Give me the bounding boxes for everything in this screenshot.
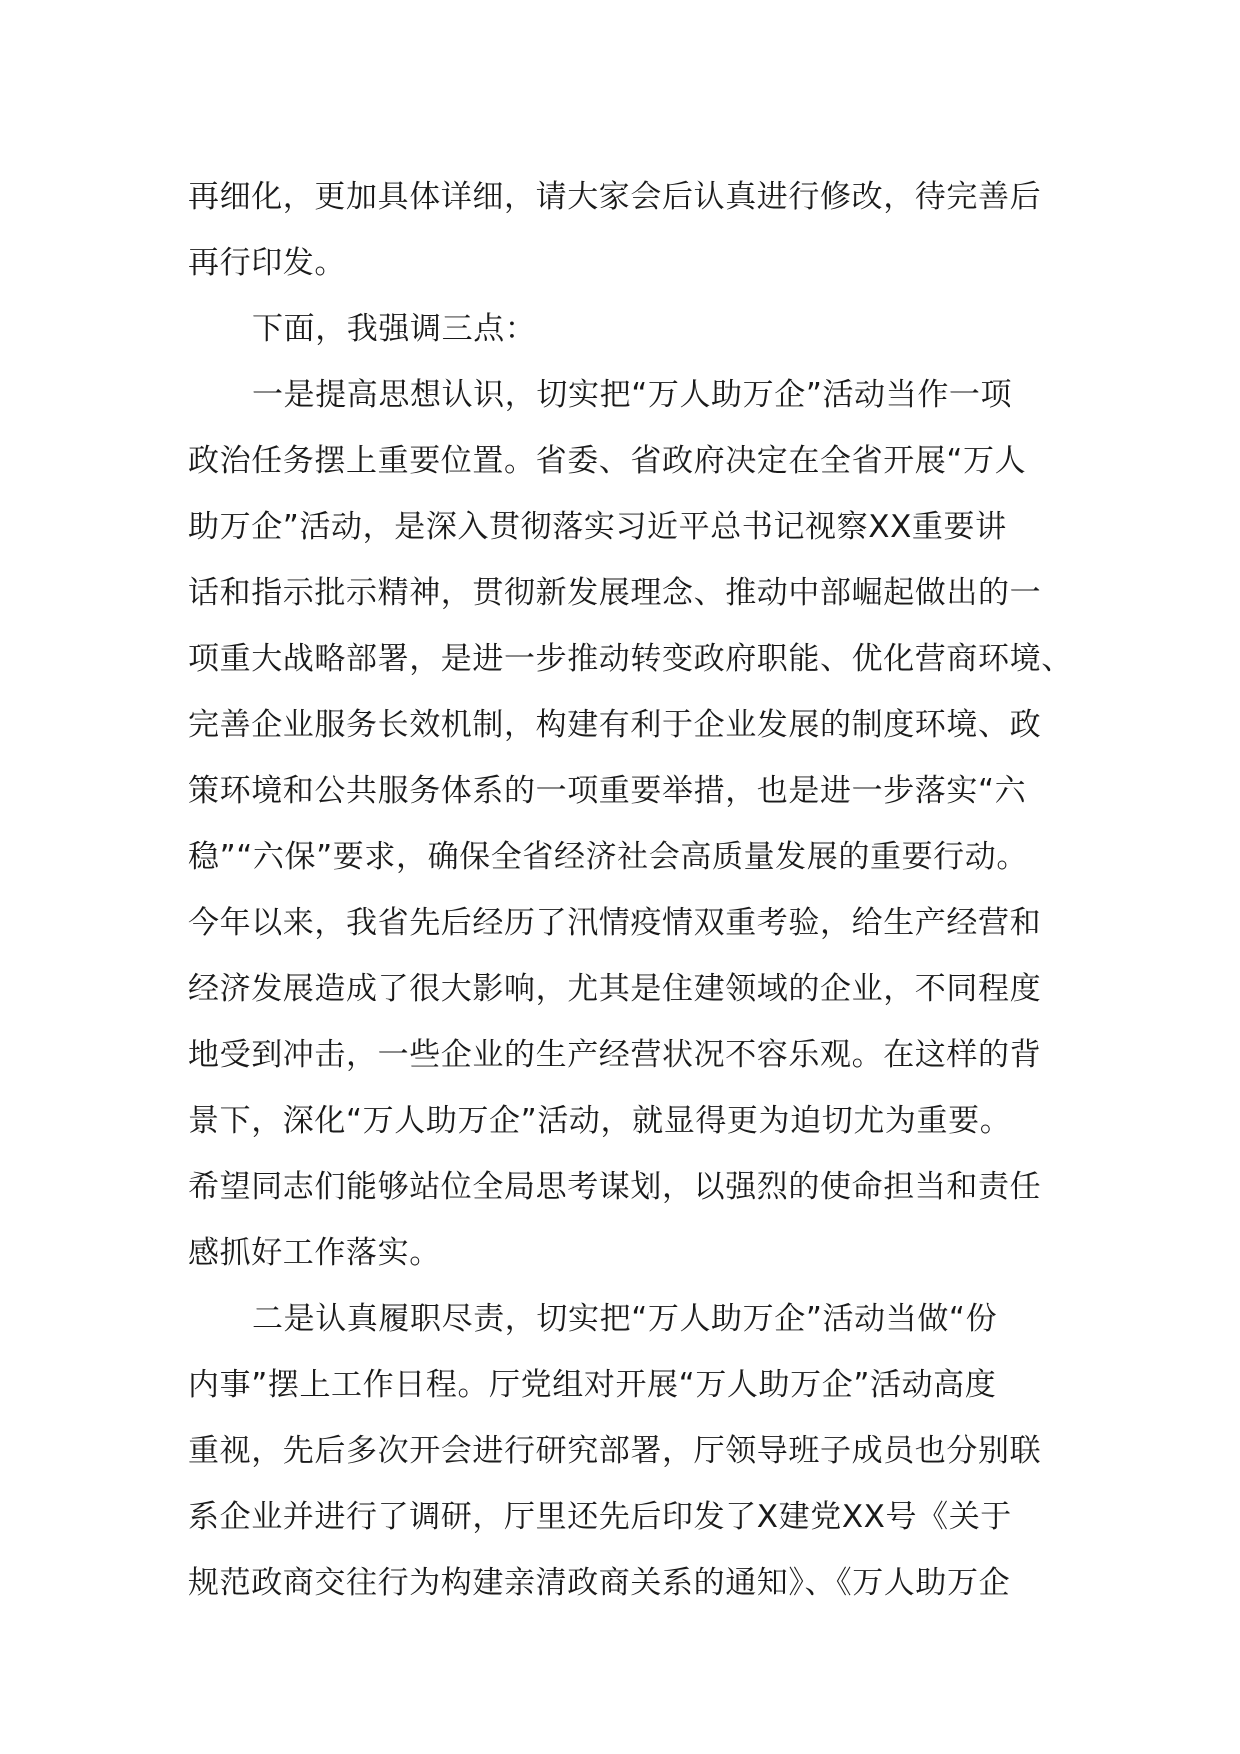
- text-line: 今年以来，我省先后经历了汛情疫情双重考验，给生产经营和: [188, 905, 1042, 941]
- paragraph-start-line: 二是认真履职尽责，切实把“万人助万企”活动当做“份: [252, 1301, 998, 1337]
- text-line: 稳”“六保”要求，确保全省经济社会高质量发展的重要行动。: [188, 839, 1028, 875]
- text-line: 内事”摆上工作日程。厅党组对开展“万人助万企”活动高度: [188, 1367, 997, 1403]
- text-line: 重视，先后多次开会进行研究部署，厅领导班子成员也分别联: [188, 1433, 1042, 1469]
- text-line: 再行印发。: [188, 245, 346, 281]
- text-line: 完善企业服务长效机制，构建有利于企业发展的制度环境、政: [188, 707, 1042, 743]
- text-line: 地受到冲击，一些企业的生产经营状况不容乐观。在这样的背: [188, 1037, 1042, 1073]
- text-line: 再细化，更加具体详细，请大家会后认真进行修改，待完善后: [188, 179, 1042, 215]
- text-line: 助万企”活动，是深入贯彻落实习近平总书记视察XX重要讲: [188, 509, 1007, 545]
- text-line: 策环境和公共服务体系的一项重要举措，也是进一步落实“六: [188, 773, 1027, 809]
- text-line: 感抓好工作落实。: [188, 1235, 441, 1271]
- text-line: 话和指示批示精神，贯彻新发展理念、推动中部崛起做出的一: [188, 575, 1042, 611]
- text-line: 规范政商交往行为构建亲清政商关系的通知》、《万人助万企: [188, 1565, 1011, 1601]
- text-line: 政治任务摆上重要位置。省委、省政府决定在全省开展“万人: [188, 443, 1027, 479]
- text-line: 希望同志们能够站位全局思考谋划，以强烈的使命担当和责任: [188, 1169, 1042, 1205]
- document-body: [188, 164, 1073, 1616]
- text-line: 经济发展造成了很大影响，尤其是住建领域的企业，不同程度: [188, 971, 1042, 1007]
- paragraph-start-line: 下面，我强调三点：: [252, 311, 537, 347]
- paragraph-start-line: 一是提高思想认识，切实把“万人助万企”活动当作一项: [252, 377, 1013, 413]
- text-line: 项重大战略部署，是进一步推动转变政府职能、优化营商环境、: [188, 641, 1073, 677]
- text-line: 景下，深化“万人助万企”活动，就显得更为迫切尤为重要。: [188, 1103, 1012, 1139]
- text-line: 系企业并进行了调研，厅里还先后印发了X建党XX号《关于: [188, 1499, 1012, 1535]
